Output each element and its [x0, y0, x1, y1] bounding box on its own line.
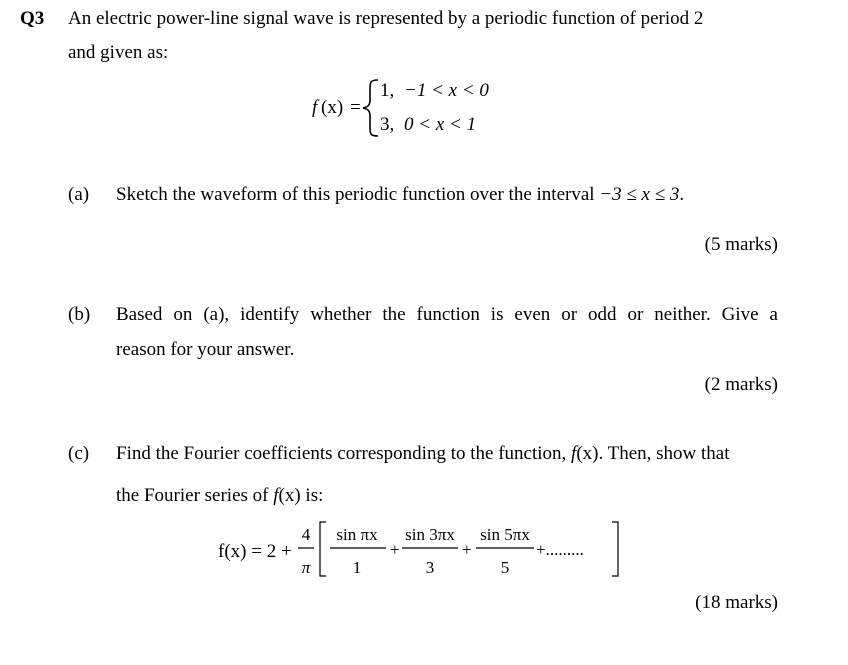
series-lhs: f(x) = 2 + — [218, 541, 292, 562]
term1-numerator: sin πx — [336, 525, 378, 544]
part-c-line2 — [116, 485, 323, 507]
fourier-series-formula — [218, 518, 638, 582]
part-b-line1: Based on (a), identify whether the function is even or odd or neither. Give a — [116, 304, 778, 325]
part-c-line2-trail: is: — [305, 485, 324, 506]
part-b-line2: reason for your answer. — [116, 339, 295, 360]
part-c-line2-f: f — [273, 485, 279, 506]
right-bracket-icon — [612, 522, 618, 576]
term3-denominator: 5 — [500, 558, 510, 577]
term2-numerator: sin 3πx — [405, 525, 455, 544]
part-c-line2-arg: (x) — [278, 485, 301, 506]
curly-brace-icon — [363, 80, 378, 136]
part-c-line1-text: Find the Fourier coefficients corresponding to the function, — [116, 443, 567, 464]
case2-value: 3, — [380, 114, 395, 135]
part-a-question: Sketch the waveform of this periodic function over the interval — [116, 184, 595, 205]
part-c-line1-arg: (x) — [576, 443, 599, 464]
series-tail: +......... — [536, 540, 584, 559]
case1-condition: −1 < x < 0 — [404, 80, 489, 101]
question-number: Q3 — [20, 8, 45, 29]
part-c-line1-f: f — [571, 443, 577, 464]
piecewise-function — [300, 72, 520, 142]
part-a-marks: (5 marks) — [704, 234, 778, 255]
part-c-line1 — [116, 443, 730, 465]
part-b-label: (b) — [68, 304, 91, 325]
piecewise-equals: = — [350, 97, 361, 118]
part-a-interval: −3 ≤ x ≤ 3 — [599, 184, 680, 205]
plus-sign-1: + — [390, 540, 400, 559]
coef-denominator: π — [301, 558, 311, 577]
term2-denominator: 3 — [425, 558, 435, 577]
question-intro-line2: and given as: — [68, 42, 169, 63]
question-intro-line1: An electric power-line signal wave is represented by a periodic function of period 2 — [68, 8, 704, 29]
coef-numerator: 4 — [301, 525, 311, 544]
term1-denominator: 1 — [352, 558, 362, 577]
case2-condition: 0 < x < 1 — [404, 114, 477, 135]
part-a-period: . — [679, 184, 685, 205]
piecewise-f: f — [312, 97, 318, 118]
case1-value: 1, — [380, 80, 395, 101]
part-a-label: (a) — [68, 184, 90, 205]
piecewise-arg: (x) — [321, 97, 344, 118]
term3-numerator: sin 5πx — [480, 525, 530, 544]
part-c-line1-trail: . Then, show that — [598, 443, 730, 464]
part-c-marks: (18 marks) — [695, 592, 778, 613]
plus-sign-2: + — [462, 540, 472, 559]
part-b-marks: (2 marks) — [704, 374, 778, 395]
left-bracket-icon — [320, 522, 326, 576]
part-c-label: (c) — [68, 443, 90, 464]
part-c-line2-text: the Fourier series of — [116, 485, 269, 506]
part-a-text — [116, 184, 684, 206]
